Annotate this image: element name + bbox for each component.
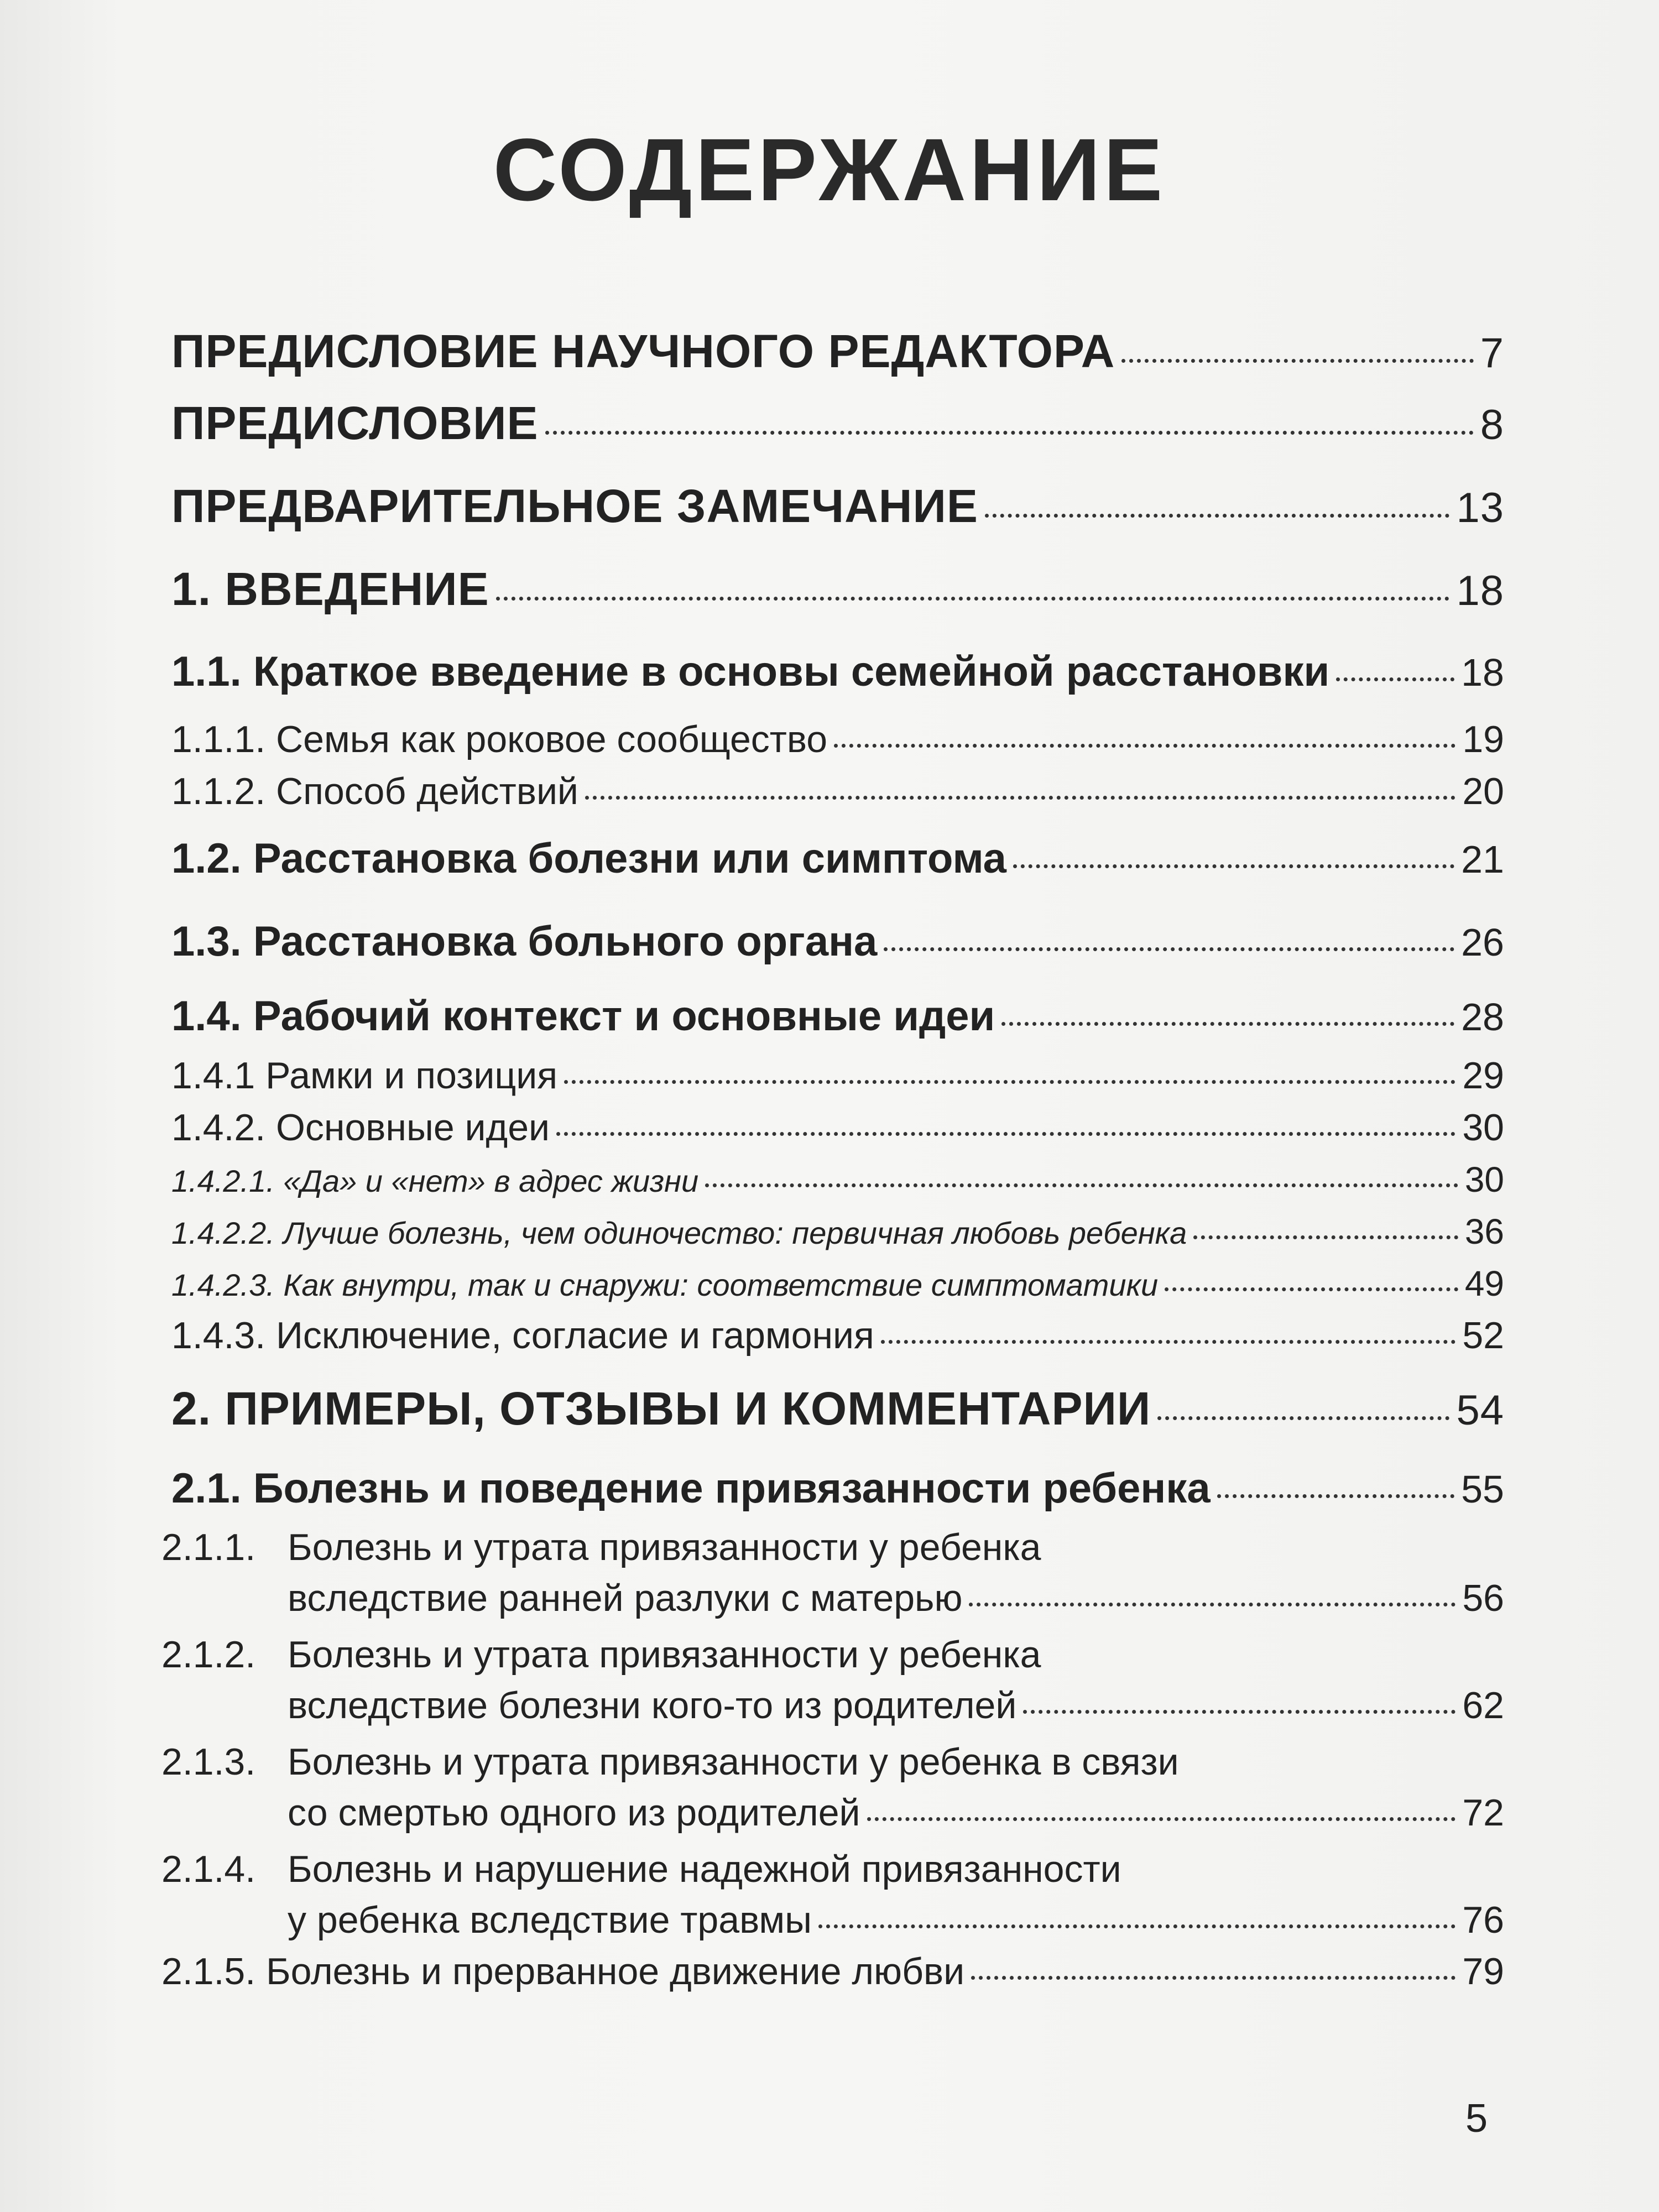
dot-leader — [545, 431, 1474, 435]
toc-entry-title: 1.1. Краткое введение в основы семейной расстановки — [171, 648, 1330, 695]
toc-entry-page: 54 — [1456, 1387, 1504, 1434]
toc-entry-title-line1: Болезнь и утрата привязанности у ребенка — [288, 1634, 1041, 1676]
toc-entry — [171, 382, 1504, 465]
toc-entry-page: 56 — [1462, 1577, 1504, 1619]
dot-leader — [881, 1340, 1456, 1344]
toc-entry-page: 55 — [1461, 1468, 1504, 1511]
toc-entry-page: 19 — [1462, 718, 1504, 760]
dot-leader — [1336, 677, 1454, 681]
toc-entry-title: 1.3. Расстановка больного органа — [171, 918, 878, 965]
dot-leader — [884, 947, 1454, 951]
toc-entry-title: 1.4.2. Основные идеи — [171, 1107, 550, 1149]
toc-entry-page: 8 — [1480, 401, 1504, 448]
toc-entry-title: ПРЕДИСЛОВИЕ НАУЧНОГО РЕДАКТОРА — [171, 325, 1115, 377]
toc-entry-page: 28 — [1461, 995, 1504, 1039]
dot-leader — [985, 514, 1450, 518]
dot-leader — [1157, 1416, 1449, 1420]
toc-entry — [171, 310, 1504, 393]
toc-entry-title: 1.4. Рабочий контекст и основные идеи — [171, 993, 995, 1040]
toc-entry-page: 29 — [1462, 1055, 1504, 1097]
dot-leader — [1121, 359, 1473, 363]
toc-entry-title: ПРЕДИСЛОВИЕ — [171, 397, 539, 449]
toc-entry — [171, 1361, 1504, 1455]
toc-entry — [171, 1206, 1504, 1258]
toc-entry-page: 49 — [1464, 1264, 1504, 1303]
toc-entry-number: 2.1.4. — [161, 1848, 256, 1890]
dot-leader — [971, 1976, 1455, 1980]
toc-entry — [171, 1154, 1504, 1206]
toc-entry-title: 1.2. Расстановка болезни или симптома — [171, 835, 1006, 882]
toc-entry-title: 1.4.3. Исключение, согласие и гармония — [171, 1314, 874, 1357]
toc-entry — [171, 547, 1504, 630]
page-title: СОДЕРЖАНИЕ — [493, 120, 1166, 219]
dot-leader — [705, 1183, 1458, 1187]
toc-entry — [171, 630, 1504, 713]
toc-entry-page: 79 — [1462, 1950, 1504, 1992]
dot-leader — [564, 1080, 1455, 1084]
toc-entry — [171, 1455, 1504, 1522]
toc-entry-page: 21 — [1461, 838, 1504, 881]
toc-entry-title-line1: Болезнь и утрата привязанности у ребенка — [288, 1526, 1041, 1568]
toc-entry-title-line2: у ребенка вследствие травмы — [288, 1899, 812, 1941]
toc-entry-title: 2.1.5. Болезнь и прерванное движение любви — [161, 1950, 965, 1992]
dot-leader — [867, 1817, 1456, 1821]
toc-entry-page: 26 — [1461, 921, 1504, 964]
toc-entry-title: 1.1.1. Семья как роковое сообщество — [171, 718, 828, 760]
toc-entry-page: 20 — [1462, 770, 1504, 812]
toc-entry-title: 1.4.1 Рамки и позиция — [171, 1055, 558, 1097]
toc-entry-title: ПРЕДВАРИТЕЛЬНОЕ ЗАМЕЧАНИЕ — [171, 480, 978, 532]
toc-entry — [161, 1629, 1504, 1731]
dot-leader — [834, 744, 1455, 748]
toc-entry — [161, 1945, 1504, 1997]
toc-entry — [171, 765, 1504, 817]
toc-entry — [171, 465, 1504, 547]
toc-entry-title: 1.1.2. Способ действий — [171, 770, 578, 812]
toc-entry — [171, 817, 1504, 900]
toc-entry-page: 30 — [1462, 1107, 1504, 1149]
toc-entry — [171, 713, 1504, 765]
toc-entry-title: 1. ВВЕДЕНИЕ — [171, 563, 489, 615]
toc-entry-page: 30 — [1464, 1160, 1504, 1199]
toc-entry — [171, 900, 1504, 983]
toc-entry-title: 2.1. Болезнь и поведение привязанности ребенка — [171, 1465, 1211, 1512]
toc-entry-title-line1: Болезнь и утрата привязанности у ребенка в связи — [288, 1741, 1179, 1783]
toc-entry — [171, 1310, 1504, 1361]
toc-entry-title: 1.4.2.2. Лучше болезнь, чем одиночество: первичная любовь ребенка — [171, 1215, 1187, 1250]
toc-entry-title-line2: вследствие ранней разлуки с матерью — [288, 1577, 963, 1619]
toc-entry — [161, 1844, 1504, 1945]
toc-entry — [171, 1102, 1504, 1154]
toc-entry-page: 72 — [1462, 1792, 1504, 1834]
dot-leader — [1165, 1287, 1458, 1291]
toc-entry-page: 18 — [1461, 651, 1504, 694]
dot-leader — [585, 796, 1455, 800]
page-number: 5 — [1465, 2096, 1488, 2141]
toc-entry-title: 1.4.2.3. Как внутри, так и снаружи: соответствие симптоматики — [171, 1267, 1159, 1302]
toc-entry — [171, 1050, 1504, 1102]
dot-leader — [818, 1924, 1455, 1928]
toc-entry-page: 62 — [1462, 1684, 1504, 1726]
toc-entry-page: 13 — [1456, 484, 1504, 531]
dot-leader — [496, 597, 1450, 601]
dot-leader — [969, 1603, 1455, 1606]
toc-entry-title-line1: Болезнь и нарушение надежной привязанности — [288, 1848, 1121, 1890]
toc-entry — [161, 1522, 1504, 1624]
table-of-contents — [161, 310, 1504, 1997]
toc-entry-number: 2.1.3. — [161, 1741, 256, 1783]
toc-entry-title: 1.4.2.1. «Да» и «нет» в адрес жизни — [171, 1164, 699, 1198]
toc-entry-page: 7 — [1480, 330, 1504, 377]
dot-leader — [1217, 1494, 1455, 1498]
toc-entry-number: 2.1.1. — [161, 1526, 256, 1568]
dot-leader — [1193, 1235, 1458, 1239]
toc-entry-title-line2: вследствие болезни кого-то из родителей — [288, 1684, 1017, 1726]
toc-entry-page: 36 — [1464, 1212, 1504, 1251]
toc-entry — [161, 1736, 1504, 1838]
toc-entry — [171, 983, 1504, 1050]
toc-entry-title-line2: со смертью одного из родителей — [288, 1792, 860, 1834]
toc-entry-page: 52 — [1462, 1314, 1504, 1357]
toc-entry-number: 2.1.2. — [161, 1634, 256, 1676]
dot-leader — [1023, 1710, 1455, 1714]
toc-entry-page: 76 — [1462, 1899, 1504, 1941]
toc-entry-page: 18 — [1456, 567, 1504, 614]
toc-entry-title: 2. ПРИМЕРЫ, ОТЗЫВЫ И КОММЕНТАРИИ — [171, 1383, 1151, 1434]
dot-leader — [1013, 864, 1454, 868]
toc-entry — [171, 1258, 1504, 1310]
dot-leader — [556, 1132, 1455, 1136]
dot-leader — [1001, 1022, 1454, 1026]
